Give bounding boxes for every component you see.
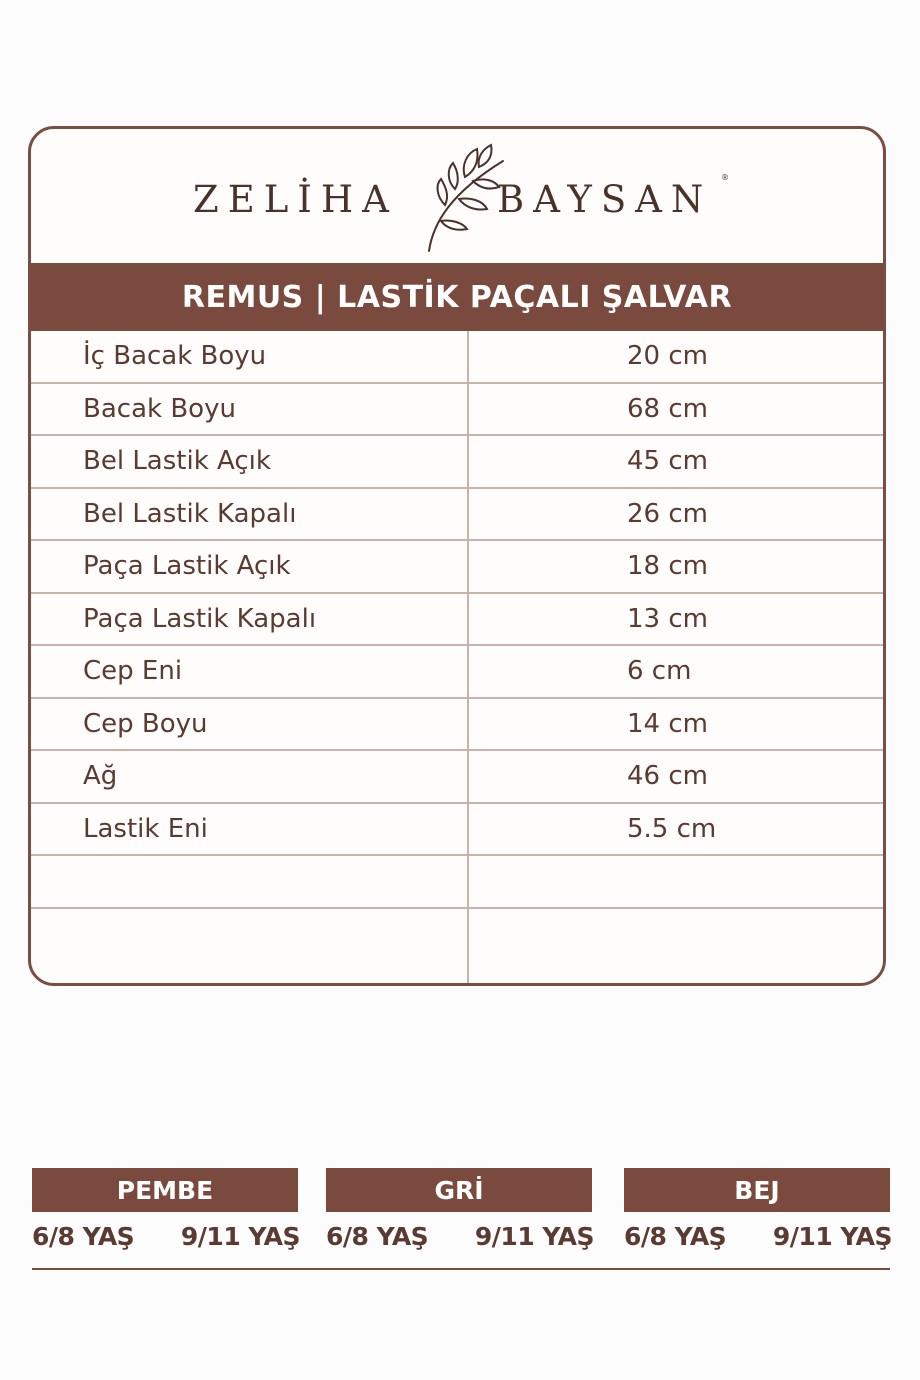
size-label: 6/8 YAŞ (326, 1222, 429, 1251)
size-label: 6/8 YAŞ (624, 1222, 727, 1251)
table-row (31, 436, 883, 489)
size-label: 9/11 YAŞ (180, 1222, 300, 1251)
variant-pembe (32, 1168, 298, 1268)
table-row (31, 384, 883, 437)
variant-color-label: PEMBE (32, 1168, 298, 1212)
leaf-branch-icon (391, 143, 511, 255)
measurement-label: Ağ (83, 761, 118, 792)
table-row (31, 331, 883, 384)
measurement-table (31, 331, 883, 979)
variant-sizes (32, 1212, 298, 1268)
measurement-label: Cep Boyu (83, 708, 208, 739)
variant-gri̇ (326, 1168, 592, 1268)
table-row (31, 699, 883, 752)
brand-name-left: ZELİHA (193, 178, 398, 221)
table-row (31, 856, 883, 909)
variant-color-label: BEJ (624, 1168, 890, 1212)
measurement-label: Cep Eni (83, 656, 183, 687)
brand-logo (31, 129, 883, 263)
measurement-value: 13 cm (627, 603, 708, 634)
table-row (31, 594, 883, 647)
color-variants (32, 1168, 890, 1272)
product-title: REMUS | LASTİK PAÇALI ŞALVAR (31, 263, 883, 331)
table-row (31, 909, 883, 979)
measurement-value: 45 cm (627, 446, 708, 477)
measurement-value: 68 cm (627, 393, 708, 424)
measurement-label: Bel Lastik Açık (83, 446, 271, 477)
measurement-label: İç Bacak Boyu (83, 341, 267, 372)
brand-name-right: BAYSAN (497, 178, 713, 221)
table-row (31, 489, 883, 542)
variant-sizes (326, 1212, 592, 1268)
variant-bej (624, 1168, 890, 1268)
table-row (31, 804, 883, 857)
column-divider (467, 331, 469, 986)
measurement-value: 46 cm (627, 761, 708, 792)
measurement-value: 5.5 cm (627, 813, 717, 844)
measurement-label: Lastik Eni (83, 813, 208, 844)
variant-color-label: GRİ (326, 1168, 592, 1212)
size-label: 9/11 YAŞ (474, 1222, 594, 1251)
table-row (31, 541, 883, 594)
registered-mark: ® (721, 173, 729, 182)
size-chart-card (28, 126, 886, 986)
measurement-label: Paça Lastik Açık (83, 551, 291, 582)
size-label: 9/11 YAŞ (772, 1222, 892, 1251)
measurement-value: 20 cm (627, 341, 708, 372)
measurement-value: 14 cm (627, 708, 708, 739)
size-label: 6/8 YAŞ (32, 1222, 135, 1251)
measurement-label: Bacak Boyu (83, 393, 236, 424)
measurement-label: Paça Lastik Kapalı (83, 603, 317, 634)
variant-sizes (624, 1212, 890, 1268)
measurement-value: 18 cm (627, 551, 708, 582)
variants-underline (32, 1268, 890, 1270)
table-row (31, 646, 883, 699)
measurement-value: 6 cm (627, 656, 692, 687)
measurement-label: Bel Lastik Kapalı (83, 498, 297, 529)
measurement-value: 26 cm (627, 498, 708, 529)
table-row (31, 751, 883, 804)
